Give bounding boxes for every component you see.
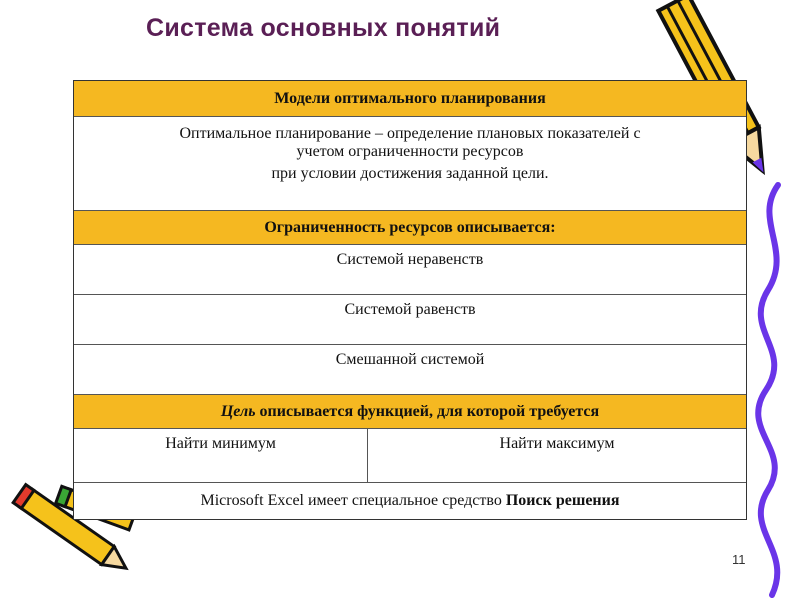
option-inequalities-text: Системой неравенств — [336, 251, 484, 268]
option-equalities — [74, 295, 746, 345]
definition-line2: учетом ограниченности ресурсов — [296, 143, 524, 160]
header-goal-text — [221, 403, 599, 421]
goal-max-cell — [368, 429, 746, 482]
footer-text — [200, 492, 619, 510]
header-goal-italic: Цель — [220, 402, 256, 420]
goal-max-text: Найти максимум — [499, 435, 615, 452]
header-models — [74, 81, 746, 117]
footer-bold: Поиск решения — [505, 492, 620, 509]
option-mixed — [74, 345, 746, 395]
header-resources — [74, 211, 746, 245]
definition-line1: Оптимальное планирование – определение плановых показателей с — [179, 125, 641, 142]
concepts-table — [73, 80, 747, 520]
option-inequalities — [74, 245, 746, 295]
option-mixed-text: Смешанной системой — [335, 351, 485, 368]
page-number: 11 — [732, 552, 746, 567]
definition-row — [74, 117, 746, 211]
squiggle-decoration — [748, 180, 800, 600]
definition-line3: при условии достижения заданной цели. — [271, 165, 549, 182]
header-resources-text: Ограниченность ресурсов описывается: — [264, 218, 556, 236]
goal-row — [74, 429, 746, 483]
option-equalities-text: Системой равенств — [344, 301, 476, 318]
header-goal — [74, 395, 746, 429]
header-models-text: Модели оптимального планирования — [274, 89, 546, 107]
header-goal-rest: описывается функцией, для которой требуется — [255, 402, 600, 420]
footer-prefix: Microsoft Excel имеет специальное средство — [200, 492, 506, 509]
goal-min-cell — [74, 429, 368, 482]
footer-row — [74, 483, 746, 519]
slide-title: Система основных понятий — [146, 14, 501, 42]
goal-min-text: Найти минимум — [165, 435, 276, 452]
